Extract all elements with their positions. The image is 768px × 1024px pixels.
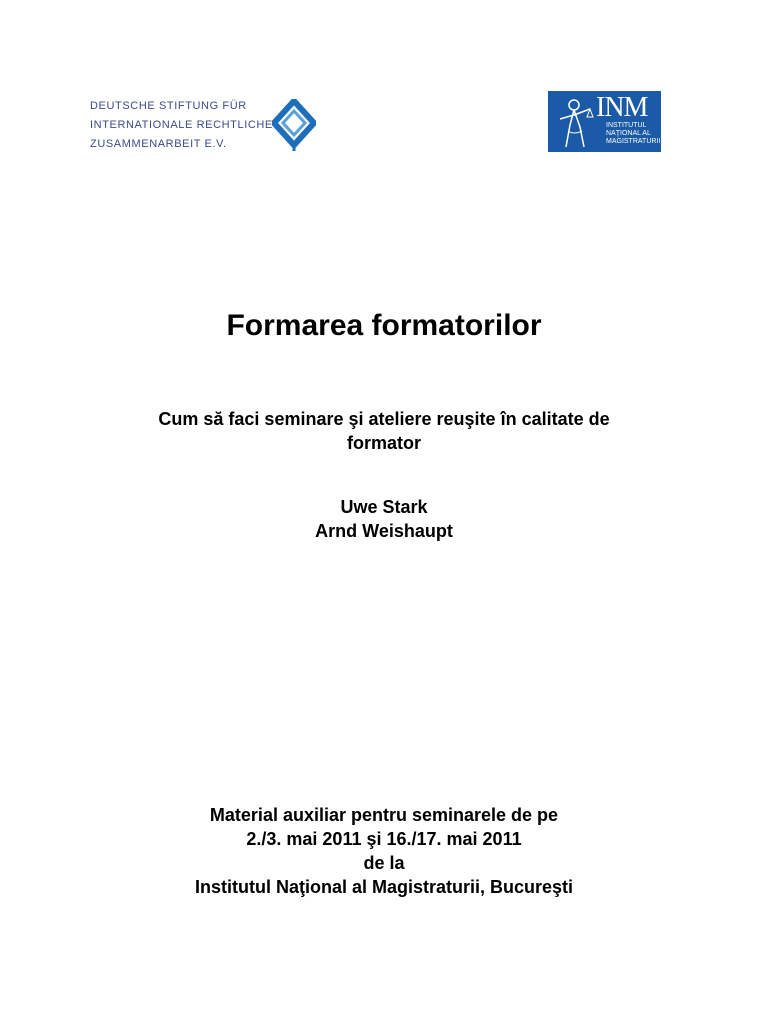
- dirz-logo-text: [90, 97, 273, 154]
- dirz-logo: [88, 97, 328, 157]
- document-subtitle-line-1: Cum să faci seminare şi ateliere reuşite în calitate de: [158, 409, 610, 429]
- dirz-logo-line-1: DEUTSCHE STIFTUNG FÜR: [90, 100, 247, 112]
- footer-line-3: de la: [363, 853, 405, 873]
- dirz-logo-line-3: ZUSAMMENARBEIT E.V.: [90, 138, 227, 150]
- diamond-logo-icon: [272, 99, 316, 153]
- document-subtitle-line-2: formator: [346, 433, 421, 453]
- inm-logo-letters: INM: [596, 92, 648, 123]
- footer-note: [0, 803, 768, 899]
- dirz-logo-line-2: INTERNATIONALE RECHTLICHE: [90, 119, 273, 131]
- inm-logo-sub-1: INSTITUTUL: [606, 122, 647, 129]
- document-subtitle: [0, 407, 768, 455]
- footer-line-1: Material auxiliar pentru seminarele de pe: [209, 805, 559, 825]
- inm-logo-subtitle: [606, 122, 660, 146]
- author-2: Arnd Weishaupt: [315, 521, 453, 541]
- authors: [0, 495, 768, 543]
- inm-logo: [548, 91, 661, 152]
- footer-line-2: 2./3. mai 2011 şi 16./17. mai 2011: [246, 829, 522, 849]
- justice-figure-icon: [554, 95, 600, 149]
- footer-line-4: Institutul Naţional al Magistraturii, Bucureşti: [194, 877, 574, 897]
- inm-logo-sub-3: MAGISTRATURII: [606, 138, 661, 145]
- document-title: Formarea formatorilor: [226, 309, 542, 342]
- author-1: Uwe Stark: [340, 497, 428, 517]
- inm-logo-sub-2: NAŢIONAL AL: [606, 130, 651, 137]
